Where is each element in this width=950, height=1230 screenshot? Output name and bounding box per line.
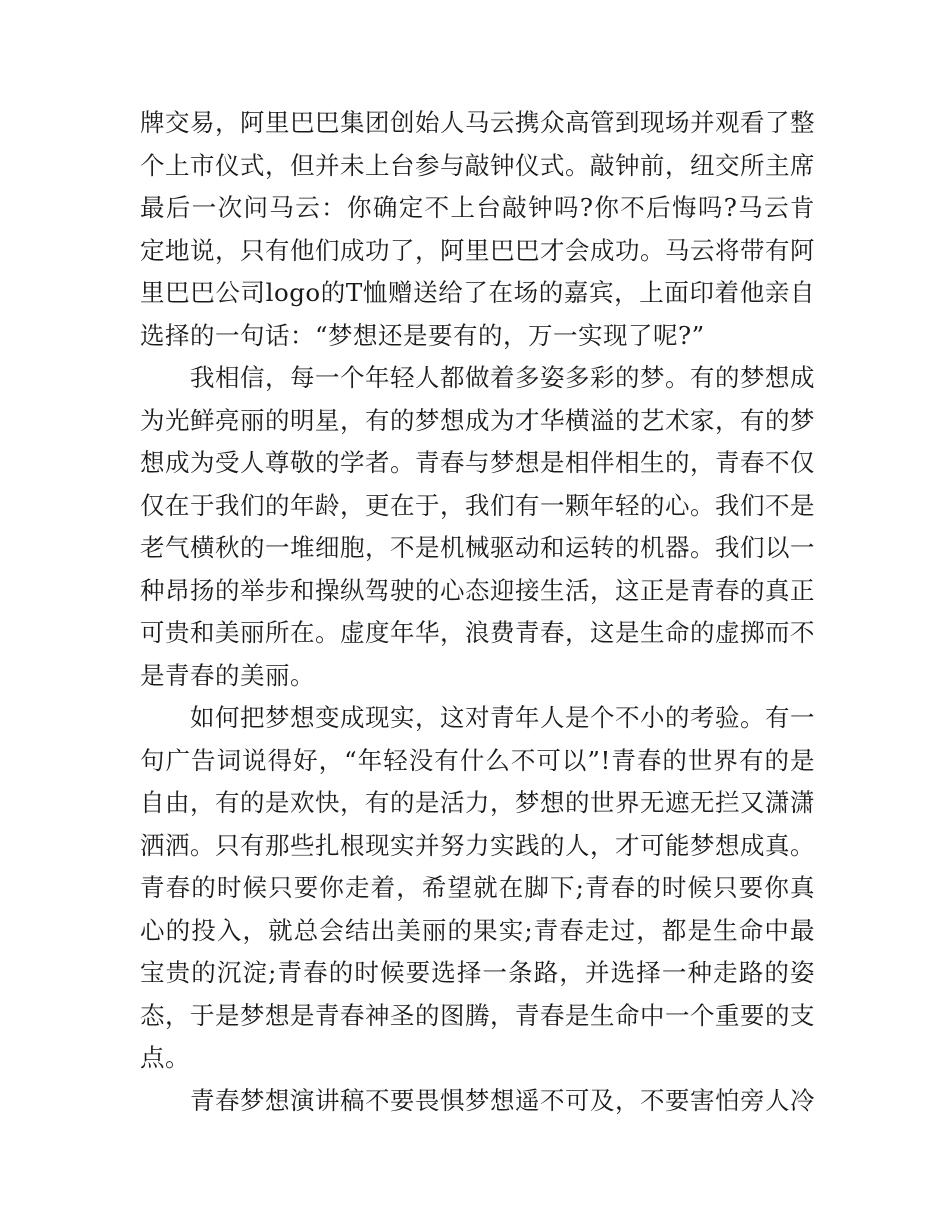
paragraph-2: 我相信，每一个年轻人都做着多姿多彩的梦。有的梦想成为光鲜亮丽的明星，有的梦想成为才华横溢的艺术家，有的梦想成为受人尊敬的学者。青春与梦想是相伴相生的，青春不仅仅在于我们的年龄，更在于，我们有一颗年轻的心。我们不是老气横秋的一堆细胞，不是机械驱动和运转的机器。我们以一种昂扬的举步和操纵驾驶的心态迎接生活，这正是青春的真正可贵和美丽所在。虚度年华，浪费青春，这是生命的虚掷而不是青春的美丽。: [140, 363, 815, 690]
paragraph-1: 牌交易，阿里巴巴集团创始人马云携众高管到现场并观看了整个上市仪式，但并未上台参与敲钟仪式。敲钟前，纽交所主席最后一次问马云：你确定不上台敲钟吗?你不后悔吗?马云肯定地说，只有他们成功了，阿里巴巴才会成功。马云将带有阿里巴巴公司logo的T恤赠送给了在场的嘉宾，上面印着他亲自选择的一句话：“梦想还是要有的，万一实现了呢?”: [140, 108, 815, 350]
paragraph-3: 如何把梦想变成现实，这对青年人是个不小的考验。有一句广告词说得好，“年轻没有什么不可以”!青春的世界有的是自由，有的是欢快，有的是活力，梦想的世界无遮无拦又潇潇洒洒。只有那些扎根现实并努力实践的人，才可能梦想成真。青春的时候只要你走着，希望就在脚下;青春的时候只要你真心的投入，就总会结出美丽的果实;青春走过，都是生命中最宝贵的沉淀;青春的时候要选择一条路，并选择一种走路的姿态，于是梦想是青春神圣的图腾，青春是生命中一个重要的支点。: [140, 703, 815, 1072]
paragraph-4: 青春梦想演讲稿不要畏惧梦想遥不可及，不要害怕旁人冷: [190, 1085, 815, 1115]
document-body: [140, 102, 815, 1122]
